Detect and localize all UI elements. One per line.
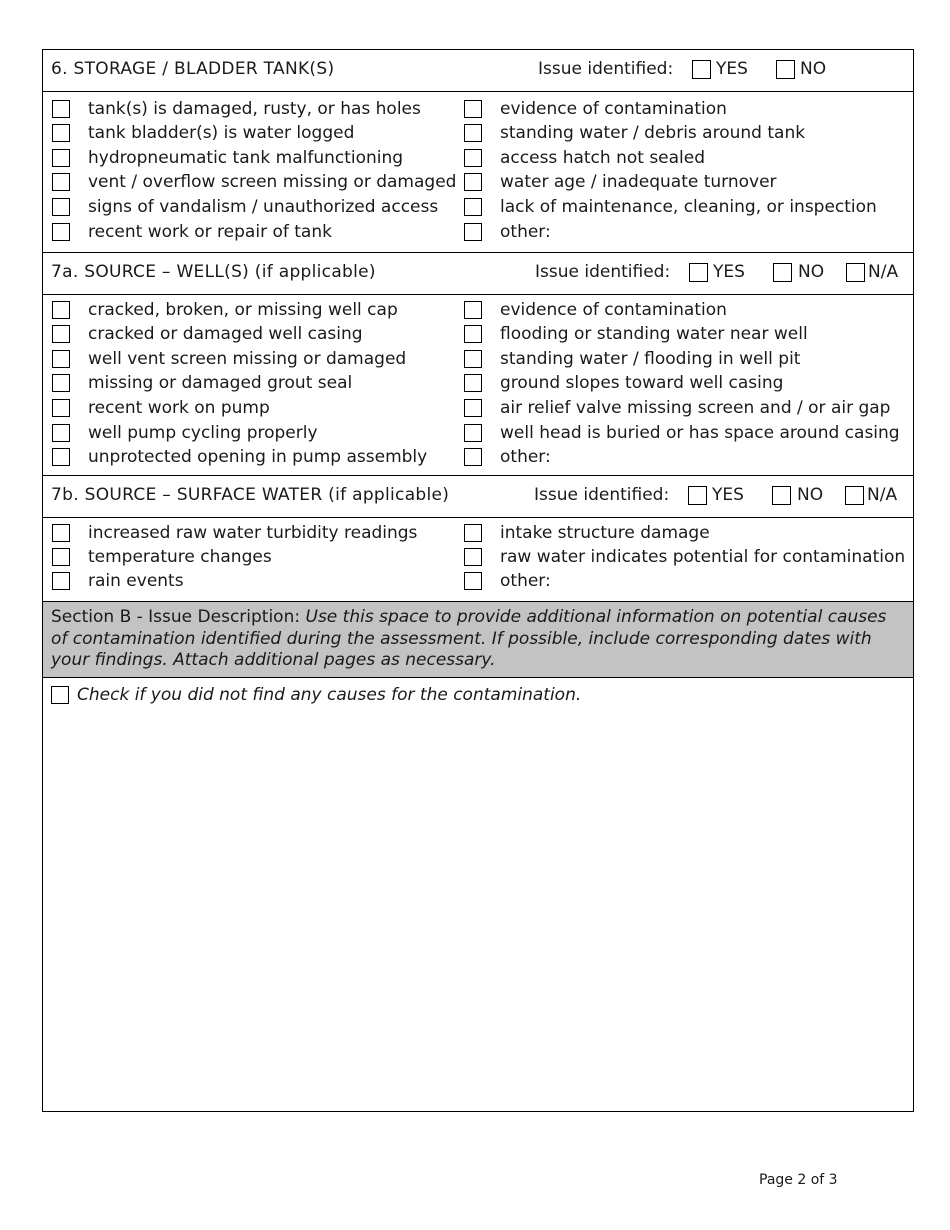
section-7a-no-label: NO — [798, 262, 825, 282]
section-b-heading — [43, 601, 913, 678]
checkbox[interactable] — [464, 124, 482, 142]
section-7a-header — [43, 253, 913, 295]
checkbox[interactable] — [464, 399, 482, 417]
checkbox[interactable] — [52, 548, 70, 566]
no-cause-checkbox[interactable] — [51, 686, 69, 704]
checkbox[interactable] — [52, 223, 70, 241]
section-6-no-label: NO — [800, 59, 827, 79]
checkbox[interactable] — [52, 572, 70, 590]
checkbox[interactable] — [464, 149, 482, 167]
section-7a-na-checkbox[interactable] — [846, 263, 865, 282]
issue-identified-label: Issue identified: — [535, 262, 671, 282]
checkbox[interactable] — [52, 350, 70, 368]
checkbox[interactable] — [52, 424, 70, 442]
checkbox[interactable] — [52, 198, 70, 216]
section-7b-title: 7b. SOURCE – SURFACE WATER (if applicable) — [51, 485, 450, 505]
checkbox[interactable] — [464, 350, 482, 368]
checkbox[interactable] — [52, 301, 70, 319]
issue-identified-label: Issue identified: — [538, 59, 674, 79]
section-7a-no-checkbox[interactable] — [773, 263, 792, 282]
checkbox[interactable] — [52, 149, 70, 167]
section-7a-title: 7a. SOURCE – WELL(S) (if applicable) — [51, 262, 376, 282]
section-7b-yes-label: YES — [712, 485, 744, 505]
section-7a-yes-checkbox[interactable] — [689, 263, 708, 282]
section-7a-items: cracked, broken, or missing well cap cracked or damaged well casing well vent screen missing or damaged missing or damaged grout seal recent work on pump well pump cycling properly unprotected opening in pump assembly evidence of contamination flooding or standing water near well standing water / flooding in well pit ground slopes toward well casing air relief valve missing screen and / or air gap well head is buried or has space around casing other: — [43, 295, 913, 476]
checkbox[interactable] — [464, 548, 482, 566]
section-7b-na-label: N/A — [867, 485, 898, 505]
checkbox[interactable] — [464, 524, 482, 542]
page-number: Page 2 of 3 — [759, 1172, 838, 1188]
section-7b-items: increased raw water turbidity readings temperature changes rain events intake structure damage raw water indicates potential for contamination other: — [43, 518, 913, 601]
checkbox[interactable] — [52, 100, 70, 118]
checkbox[interactable] — [464, 223, 482, 241]
section-6-items: tank(s) is damaged, rusty, or has holes tank bladder(s) is water logged hydropneumatic tank malfunctioning vent / overflow screen missing or damaged signs of vandalism / unauthorized access recent work or repair of tank evidence of contamination standing water / debris around tank access hatch not sealed water age / inadequate turnover lack of maintenance, cleaning, or inspection other: — [43, 92, 913, 253]
checkbox[interactable] — [52, 124, 70, 142]
section-6-header — [43, 50, 913, 92]
checkbox[interactable] — [52, 524, 70, 542]
section-7b-no-checkbox[interactable] — [772, 486, 791, 505]
section-7b-yes-checkbox[interactable] — [688, 486, 707, 505]
section-6-title: 6. STORAGE / BLADDER TANK(S) — [51, 59, 335, 79]
section-7b-na-checkbox[interactable] — [845, 486, 864, 505]
section-6-no-checkbox[interactable] — [776, 60, 795, 79]
checkbox[interactable] — [52, 173, 70, 191]
section-b-title: Section B - Issue Description: — [51, 607, 306, 627]
section-7a-na-label: N/A — [868, 262, 899, 282]
checkbox[interactable] — [464, 572, 482, 590]
assessment-form — [42, 49, 914, 1112]
checkbox[interactable] — [464, 448, 482, 466]
checkbox[interactable] — [464, 173, 482, 191]
issue-description-area[interactable] — [43, 710, 913, 1110]
section-6-yes-label: YES — [716, 59, 748, 79]
checkbox[interactable] — [464, 424, 482, 442]
section-7b-header — [43, 476, 913, 518]
checkbox[interactable] — [464, 100, 482, 118]
checkbox[interactable] — [464, 198, 482, 216]
issue-identified-label: Issue identified: — [534, 485, 670, 505]
checkbox[interactable] — [464, 374, 482, 392]
section-b-instructions: Use this space to provide additional information on potential causes of contamination identified during the assessment. If possible, include corresponding dates with your findings. Attach additional pages as necessary. — [51, 607, 887, 670]
checkbox[interactable] — [464, 325, 482, 343]
no-cause-label: Check if you did not find any causes for the contamination. — [77, 685, 582, 705]
section-7a-yes-label: YES — [713, 262, 745, 282]
checkbox[interactable] — [52, 325, 70, 343]
checkbox[interactable] — [464, 301, 482, 319]
section-6-yes-checkbox[interactable] — [692, 60, 711, 79]
checkbox[interactable] — [52, 399, 70, 417]
checkbox[interactable] — [52, 374, 70, 392]
section-7b-no-label: NO — [797, 485, 824, 505]
checkbox[interactable] — [52, 448, 70, 466]
